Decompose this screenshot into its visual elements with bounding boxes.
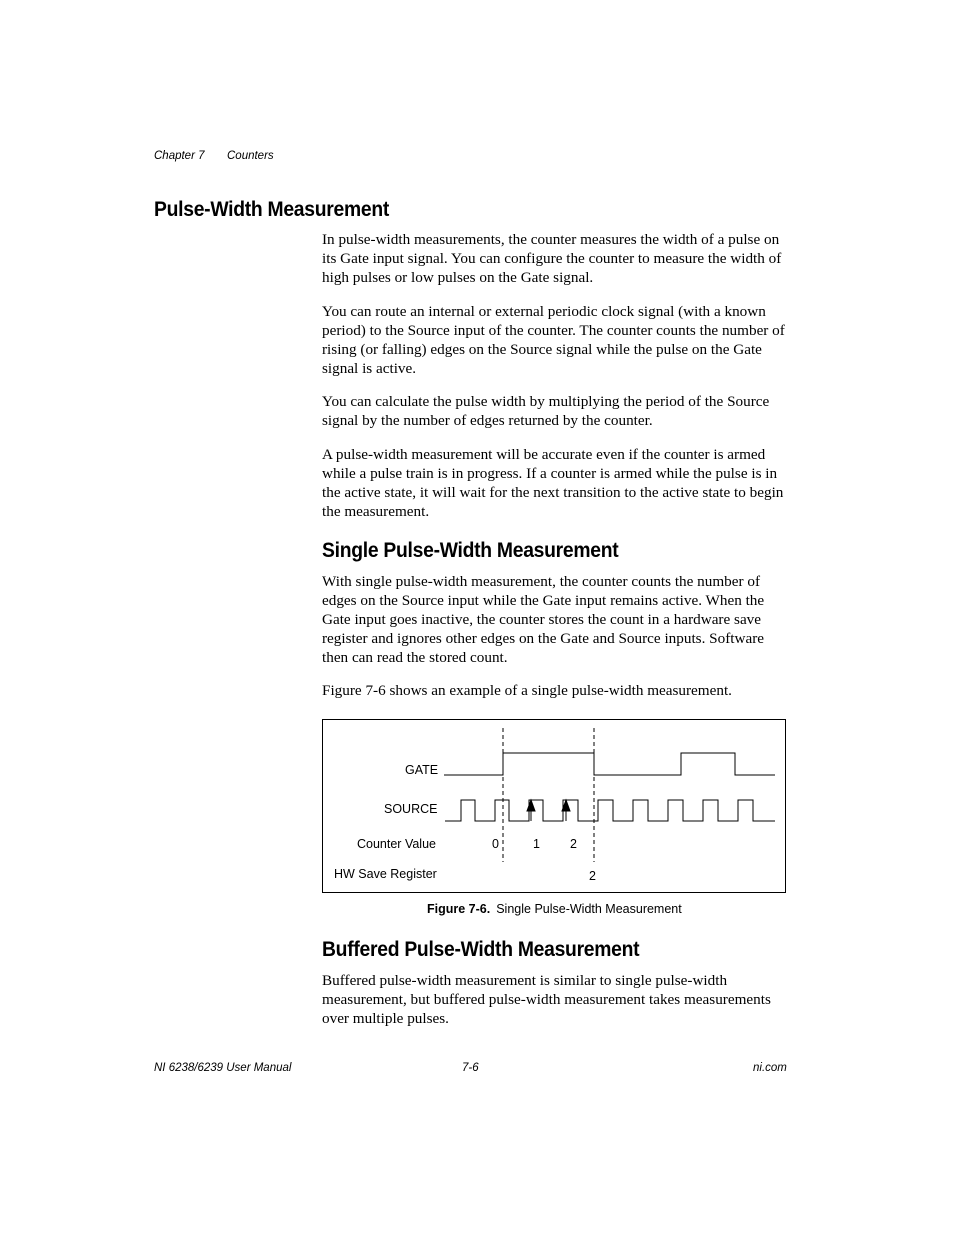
gate-waveform [444,753,775,775]
header-chapter: Chapter 7 [154,150,205,162]
hw-save-register-label: HW Save Register [334,867,437,881]
counter-value-label: Counter Value [357,837,436,851]
counter-value-0: 0 [492,837,499,851]
source-label: SOURCE [384,802,438,816]
paragraph-intro: In pulse-width measurements, the counter measures the width of a pulse on its Gate input signal. You can configure the counter to measure the width of high pulses or low pulses on the Gate signal. [322,231,782,286]
timing-waveforms [323,720,785,892]
source-waveform [445,800,775,821]
hw-save-value: 2 [589,869,596,883]
paragraph-accuracy: A pulse-width measurement will be accurate even if the counter is armed while a pulse train is in progress. If a counter is armed while the pulse is in the active state, it will wait for the next transition to the active state to begin the measurement. [322,446,784,520]
paragraph-figure-reference: Figure 7-6 shows an example of a single pulse-width measurement. [322,682,732,699]
counter-value-1: 1 [533,837,540,851]
figure-caption [427,902,682,916]
paragraph-calculation: You can calculate the pulse width by multiplying the period of the Source signal by the number of edges returned by the counter. [322,393,770,429]
gate-label: GATE [405,763,439,777]
subsection-heading-single: Single Pulse-Width Measurement [322,539,619,562]
footer-manual-title: NI 6238/6239 User Manual [154,1062,292,1074]
counter-value-2: 2 [570,837,577,851]
paragraph-single-description: With single pulse-width measurement, the counter counts the number of edges on the Source input while the Gate input remains active. When the Gate input goes inactive, the counter stores the count in a hardware save register and ignores other edges on the Gate and Source inputs. Software then can read the stored count. [322,573,765,666]
edge-arrow-1-head [527,800,535,811]
figure-caption-title: Single Pulse-Width Measurement [496,902,682,916]
footer-page-number: 7-6 [462,1062,479,1074]
subsection-heading-buffered: Buffered Pulse-Width Measurement [322,938,640,961]
footer-website: ni.com [753,1062,787,1074]
section-heading-pulse-width: Pulse-Width Measurement [154,198,390,221]
header-section: Counters [227,150,274,162]
paragraph-routing: You can route an internal or external periodic clock signal (with a known period) to the Source input of the counter. The counter counts the number of rising (or falling) edges on the Source signal while the pulse on the Gate signal is active. [322,303,785,377]
paragraph-buffered-description: Buffered pulse-width measurement is similar to single pulse-width measurement, but buffered pulse-width measurement takes measurements over multiple pulses. [322,972,771,1027]
figure-caption-number: Figure 7-6. [427,902,491,916]
timing-diagram-figure [322,719,786,893]
running-header [154,150,274,162]
